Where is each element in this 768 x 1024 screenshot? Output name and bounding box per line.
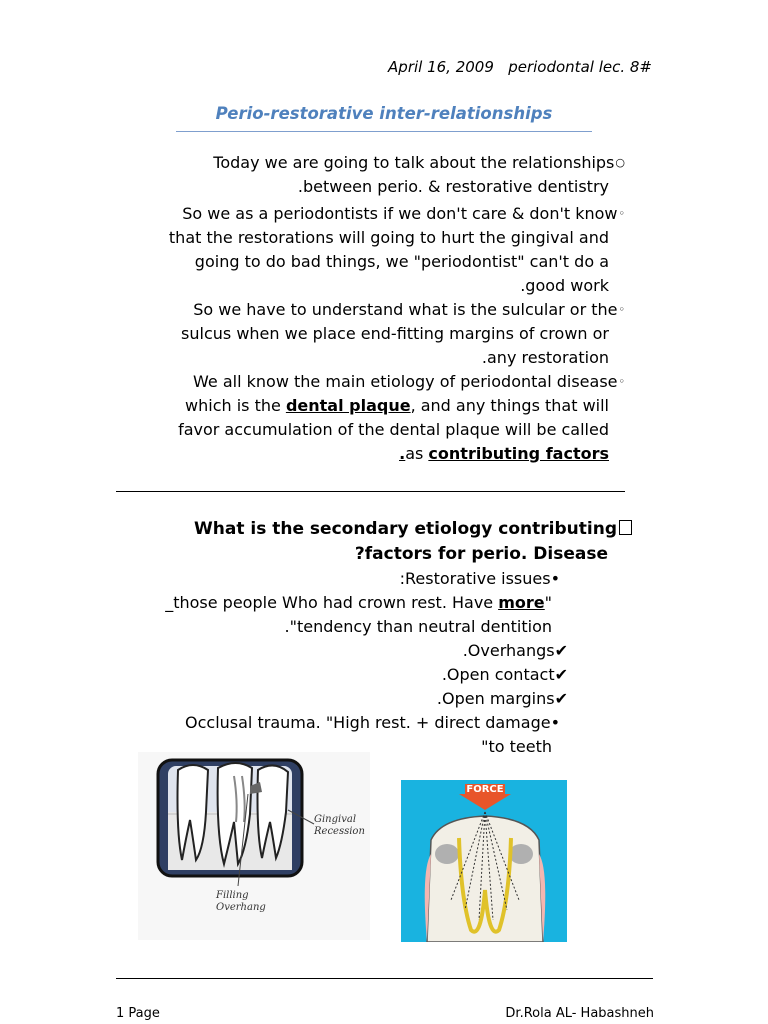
bullet-dot-icon: •: [550, 569, 560, 588]
force-label: FORCE: [466, 784, 504, 795]
p4-line4b: as: [405, 444, 429, 463]
checkmark-icon: ✔: [554, 665, 568, 684]
circle-bullet-icon: ○: [615, 156, 625, 169]
footer-author: Dr.Rola AL- Habashneh: [505, 1006, 654, 1021]
bullet-dot-icon: •: [550, 713, 560, 732]
list-item-overhangs: .Overhangs: [462, 641, 555, 660]
p2-line2: that the restorations will going to hurt the gingival and: [168, 228, 609, 247]
list-item-open-margins: .Open margins: [436, 689, 555, 708]
document-title: Perio-restorative inter-relationships: [215, 104, 553, 123]
circle-bullet-icon: ◦: [618, 375, 625, 388]
list-item-2a: _those people Who had crown rest. Have: [165, 593, 499, 612]
page-header: [388, 58, 652, 76]
checkmark-icon: ✔: [554, 689, 568, 708]
dental-plaque-term: dental plaque: [285, 396, 411, 415]
header-date: April 16, 2009: [388, 58, 494, 76]
p2-line1: So we as a periodontists if we don't care & don't know: [182, 204, 618, 223]
p4-line2c: , and any things that will: [410, 396, 609, 415]
footer-divider: [116, 978, 653, 979]
page-number: 1 Page: [116, 1006, 160, 1021]
title-underline: [176, 131, 592, 132]
paragraph-1: [213, 151, 625, 199]
list-item-2c: ": [544, 593, 552, 612]
box-bullet-icon: [619, 520, 632, 535]
circle-bullet-icon: ◦: [618, 207, 625, 220]
p3-line2: sulcus when we place end-fitting margins of crown or: [181, 324, 609, 343]
recession-label: Recession: [314, 826, 365, 837]
p1-line2: .between perio. & restorative dentistry: [297, 177, 609, 196]
section-divider: [116, 491, 625, 492]
question-line2: ?factors for perio. Disease: [354, 544, 608, 564]
paragraph-4: [178, 370, 625, 466]
p2-line3: going to do bad things, we "periodontist" can't do a: [194, 252, 609, 271]
p4-line1: We all know the main etiology of periodontal disease: [193, 372, 618, 391]
p2-line4: .good work: [520, 276, 609, 295]
paragraph-2: [169, 202, 625, 298]
p4-line4-period: .: [399, 444, 406, 463]
overhang-label: Overhang: [216, 902, 266, 913]
list-item-3: ."tendency than neutral dentition: [284, 617, 552, 636]
header-lecture: periodontal lec. 8#: [508, 58, 652, 76]
list-item-open-contact: .Open contact: [441, 665, 555, 684]
contributing-factors-term: contributing factors: [428, 444, 609, 463]
checkmark-icon: ✔: [554, 641, 568, 660]
list-item-to-teeth: "to teeth: [481, 737, 552, 756]
tooth-overhang-figure: [138, 752, 370, 940]
p4-line2a: which is the: [185, 396, 286, 415]
occlusal-force-figure: [401, 780, 567, 942]
paragraph-3: [181, 298, 625, 370]
contributing-factors-list: [165, 567, 568, 759]
list-item-occlusal-trauma: Occlusal trauma. "High rest. + direct damage: [185, 713, 551, 732]
p3-line1: So we have to understand what is the sulcular or the: [193, 300, 618, 319]
filling-label: Filling: [216, 890, 249, 901]
question-heading: [194, 517, 617, 567]
p4-line3: favor accumulation of the dental plaque will be called: [178, 420, 609, 439]
list-item-1: :Restorative issues: [399, 569, 551, 588]
gingival-label: Gingival: [314, 814, 357, 825]
p3-line3: .any restoration: [481, 348, 609, 367]
circle-bullet-icon: ◦: [618, 303, 625, 316]
question-line1: What is the secondary etiology contributing: [194, 519, 617, 539]
p1-line1: Today we are going to talk about the relationships: [213, 153, 615, 172]
more-term: more: [498, 593, 545, 612]
